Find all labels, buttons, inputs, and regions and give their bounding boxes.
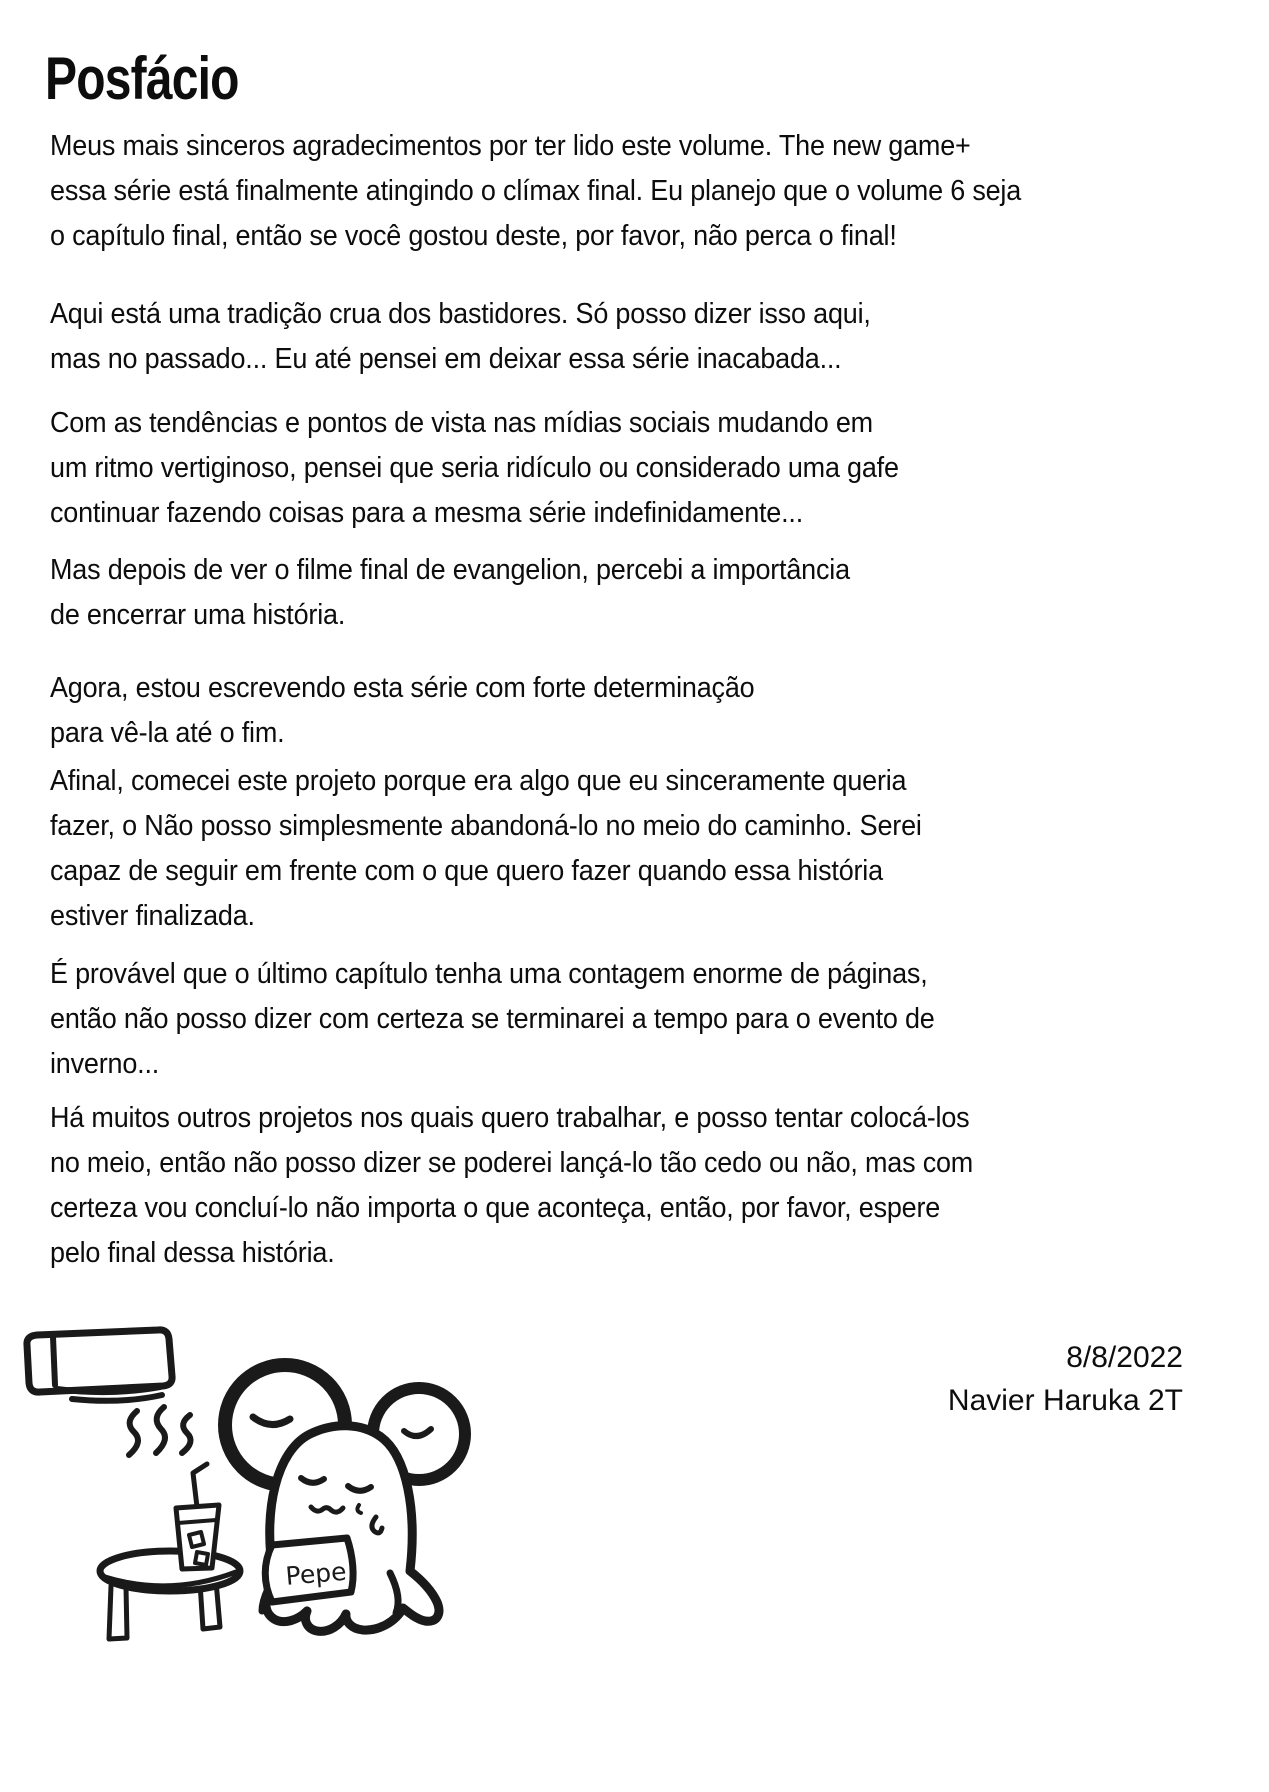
pepe-mouse-illustration [10, 1321, 480, 1651]
paragraph [50, 124, 1094, 259]
breeze-lines-icon [129, 1407, 191, 1455]
text-line: certeza vou concluí-lo não importa o que aconteça, então, por favor, espere [50, 1192, 941, 1224]
text-line: essa série está finalmente atingindo o clímax final. Eu planejo que o volume 6 seja [50, 175, 1022, 207]
signature-block [948, 1336, 1183, 1422]
page-title: Posfácio [45, 45, 239, 112]
side-table-icon [100, 1551, 240, 1639]
text-line: inverno... [50, 1048, 160, 1080]
text-line: Afinal, comecei este projeto porque era algo que eu sinceramente queria [50, 765, 907, 797]
text-line: Há muitos outros projetos nos quais quero trabalhar, e posso tentar colocá-los [50, 1102, 970, 1134]
text-line: um ritmo vertiginoso, pensei que seria ridículo ou considerado uma gafe [50, 452, 899, 484]
text-line: Com as tendências e pontos de vista nas mídias sociais mudando em [50, 407, 873, 439]
text-line: Mas depois de ver o filme final de evangelion, percebi a importância [50, 554, 850, 586]
text-line: Aqui está uma tradição crua dos bastidores. Só posso dizer isso aqui, [50, 298, 871, 330]
author-name: Navier Haruka 2T [947, 1384, 1183, 1417]
text-line: continuar fazendo coisas para a mesma série indefinidamente... [50, 497, 804, 529]
signature-date: 8/8/2022 [1066, 1341, 1183, 1374]
mouse-character [225, 1365, 465, 1631]
text-line: de encerrar uma história. [50, 599, 346, 631]
text-line: capaz de seguir em frente com o que quero fazer quando essa história [50, 855, 883, 887]
air-conditioner-icon [27, 1330, 172, 1401]
text-line: estiver finalizada. [50, 900, 255, 932]
paragraph [50, 548, 910, 638]
paragraph [50, 1096, 1043, 1276]
text-line: pelo final dessa história. [50, 1237, 335, 1269]
text-line: então não posso dizer com certeza se terminarei a tempo para o evento de [50, 1003, 935, 1035]
text-line: Meus mais sinceros agradecimentos por ter lido este volume. The new game+ [50, 130, 971, 162]
text-line: É provável que o último capítulo tenha uma contagem enorme de páginas, [50, 958, 928, 990]
paragraph [50, 759, 987, 939]
iced-drink-icon [176, 1464, 219, 1569]
paragraph [50, 292, 932, 382]
text-line: no meio, então não posso dizer se poderei lançá-lo tão cedo ou não, mas com [50, 1147, 974, 1179]
text-line: o capítulo final, então se você gostou deste, por favor, não perca o final! [50, 220, 897, 252]
text-line: para vê-la até o fim. [50, 717, 285, 749]
bib-label: Pepe [284, 1556, 348, 1591]
paragraph [50, 401, 963, 536]
text-line: Agora, estou escrevendo esta série com forte determinação [50, 672, 755, 704]
paragraph [50, 952, 1001, 1087]
paragraph [50, 666, 808, 756]
text-line: fazer, o Não posso simplesmente abandoná-lo no meio do caminho. Serei [50, 810, 922, 842]
text-line: mas no passado... Eu até pensei em deixar essa série inacabada... [50, 343, 842, 375]
